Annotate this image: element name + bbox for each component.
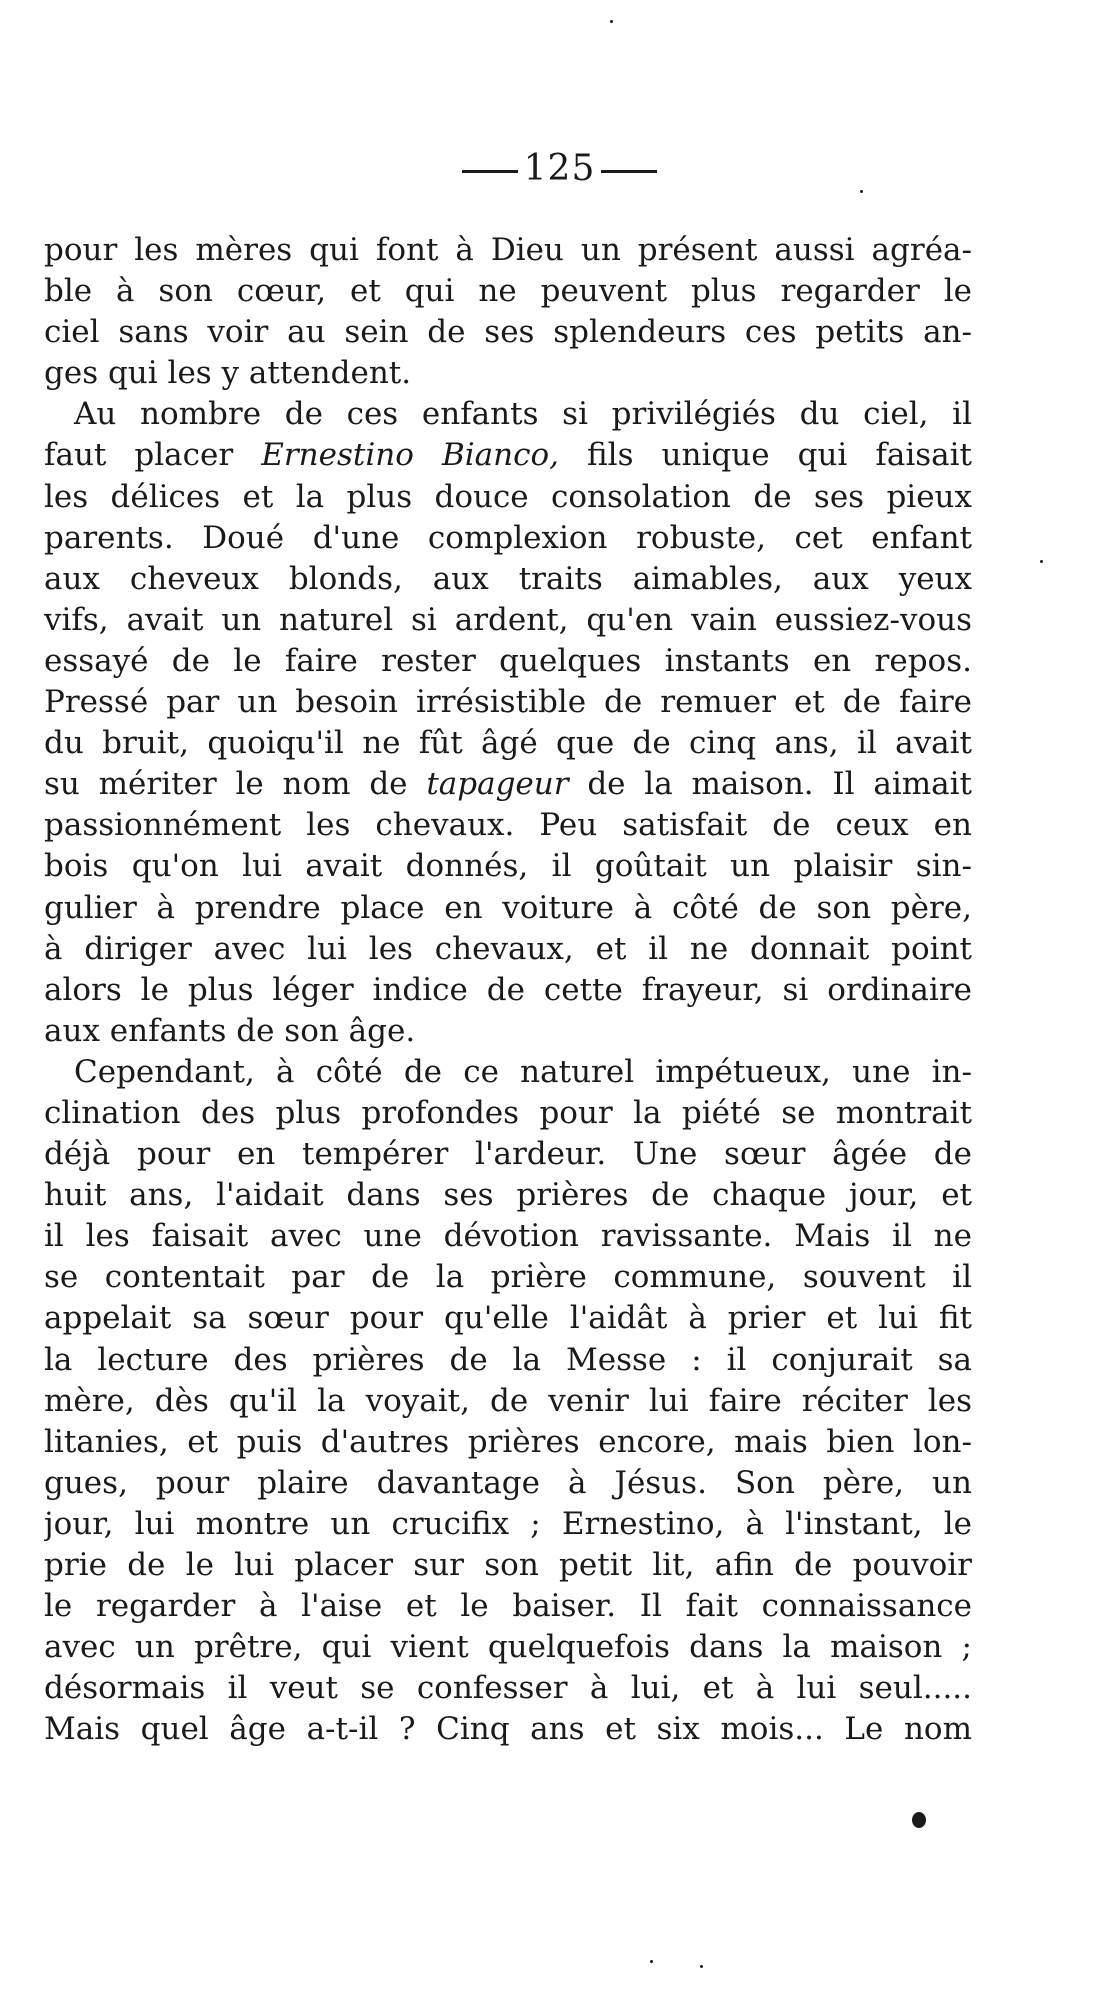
text-line: [44, 312, 972, 353]
text-line: [44, 271, 972, 312]
text-line: [44, 600, 972, 641]
text-segment: pour les mères qui font à Dieu un présent aussi agréa-: [44, 232, 972, 268]
text-segment: de la maison. Il aimait: [568, 766, 972, 803]
text-segment: faut placer: [44, 437, 262, 474]
ink-speck: [912, 1812, 926, 1828]
text-segment: parents. Doué d'une complexion robuste, cet enfant: [44, 519, 972, 556]
text-segment: passionnément les chevaux. Peu satisfait de ceux en: [44, 807, 972, 844]
text-line: [44, 929, 972, 970]
text-segment: il les faisait avec une dévotion ravissante. Mais il ne: [44, 1218, 972, 1255]
text-segment: su mériter le nom de: [44, 766, 427, 803]
text-segment: la lecture des prières de la Messe : il conjurait sa: [44, 1341, 972, 1378]
ink-speck: [650, 1960, 653, 1963]
text-line: [44, 1298, 972, 1339]
text-line: [44, 559, 972, 600]
text-segment: Mais quel âge a-t-il ? Cinq ans et six mois... Le nom: [44, 1711, 972, 1748]
text-line: [44, 353, 972, 394]
text-line: [44, 1340, 972, 1381]
text-line: [44, 477, 972, 518]
body-text: [44, 230, 972, 1750]
ink-speck: [1040, 560, 1043, 563]
text-segment: alors le plus léger indice de cette frayeur, si ordinaire: [44, 971, 972, 1008]
text-segment: se contentait par de la prière commune, souvent il: [44, 1259, 972, 1296]
text-line: [44, 230, 972, 271]
text-segment: ble à son cœur, et qui ne peuvent plus regarder le: [44, 273, 972, 310]
text-segment: litanies, et puis d'autres prières encore, mais bien lon-: [44, 1423, 972, 1460]
text-segment: essayé de le faire rester quelques instants en repos.: [44, 642, 972, 679]
text-line: [44, 435, 972, 476]
text-line: [44, 846, 972, 887]
text-line: [44, 1216, 972, 1257]
text-line: [44, 805, 972, 846]
text-segment: ges qui les y attendent.: [44, 355, 412, 392]
text-segment: à diriger avec lui les chevaux, et il ne donnait point: [44, 930, 972, 967]
text-line: [44, 1668, 972, 1709]
text-line: [44, 1586, 972, 1627]
text-line: [44, 518, 972, 559]
text-segment: vifs, avait un naturel si ardent, qu'en vain eussiez-vous: [44, 601, 972, 638]
text-line: [44, 682, 972, 723]
text-segment: appelait sa sœur pour qu'elle l'aidât à prier et lui fit: [44, 1300, 972, 1337]
text-line: [44, 1381, 972, 1422]
text-line: [44, 764, 972, 805]
text-segment: Au nombre de ces enfants si privilégiés du ciel, il: [74, 396, 972, 433]
page-number: 125: [523, 148, 596, 189]
italic-text-segment: tapageur: [426, 766, 569, 803]
text-segment: désormais il veut se confesser à lui, et à lui seul.....: [44, 1670, 972, 1707]
text-line: [44, 1709, 972, 1750]
ink-speck: [700, 1965, 703, 1968]
text-line: [44, 1175, 972, 1216]
text-segment: aux cheveux blonds, aux traits aimables, aux yeux: [44, 560, 972, 597]
page-number-header: [0, 148, 1119, 189]
text-segment: gues, pour plaire davantage à Jésus. Son père, un: [44, 1464, 972, 1501]
left-dash-ornament: [462, 170, 518, 173]
text-line: [44, 394, 972, 435]
text-segment: Cependant, à côté de ce naturel impétueux, une in-: [74, 1053, 972, 1090]
text-segment: du bruit, quoiqu'il ne fût âgé que de cinq ans, il avait: [44, 725, 972, 762]
text-line: [44, 1134, 972, 1175]
ink-speck: [610, 20, 613, 23]
text-segment: huit ans, l'aidait dans ses prières de chaque jour, et: [44, 1177, 972, 1214]
text-line: [44, 970, 972, 1011]
text-line: [44, 1627, 972, 1668]
text-line: [44, 1504, 972, 1545]
text-segment: prie de le lui placer sur son petit lit, afin de pouvoir: [44, 1547, 972, 1583]
text-segment: aux enfants de son âge.: [44, 1012, 416, 1049]
italic-text-segment: Ernestino Bianco,: [261, 437, 559, 474]
ink-speck: [860, 190, 863, 193]
right-dash-ornament: [601, 170, 657, 173]
text-segment: ciel sans voir au sein de ses splendeurs ces petits an-: [44, 314, 972, 351]
text-segment: clination des plus profondes pour la piété se montrait: [44, 1094, 972, 1131]
text-line: [44, 641, 972, 682]
text-line: [44, 1052, 972, 1093]
text-segment: avec un prêtre, qui vient quelquefois dans la maison ;: [44, 1629, 972, 1666]
text-line: [44, 723, 972, 764]
text-line: [44, 1463, 972, 1504]
text-segment: déjà pour en tempérer l'ardeur. Une sœur âgée de: [44, 1136, 972, 1173]
text-line: [44, 1011, 972, 1052]
text-segment: gulier à prendre place en voiture à côté de son père,: [44, 889, 972, 926]
text-line: [44, 1545, 972, 1586]
text-segment: bois qu'on lui avait donnés, il goûtait un plaisir sin-: [44, 848, 972, 885]
text-segment: jour, lui montre un crucifix ; Ernestino, à l'instant, le: [44, 1505, 972, 1542]
text-line: [44, 1257, 972, 1298]
text-segment: les délices et la plus douce consolation de ses pieux: [44, 478, 972, 515]
text-segment: fils unique qui faisait: [558, 437, 972, 474]
text-segment: mère, dès qu'il la voyait, de venir lui faire réciter les: [44, 1382, 972, 1419]
text-line: [44, 1093, 972, 1134]
text-line: [44, 888, 972, 929]
text-segment: Pressé par un besoin irrésistible de remuer et de faire: [44, 684, 972, 721]
text-line: [44, 1422, 972, 1463]
text-segment: le regarder à l'aise et le baiser. Il fait connaissance: [44, 1588, 972, 1625]
